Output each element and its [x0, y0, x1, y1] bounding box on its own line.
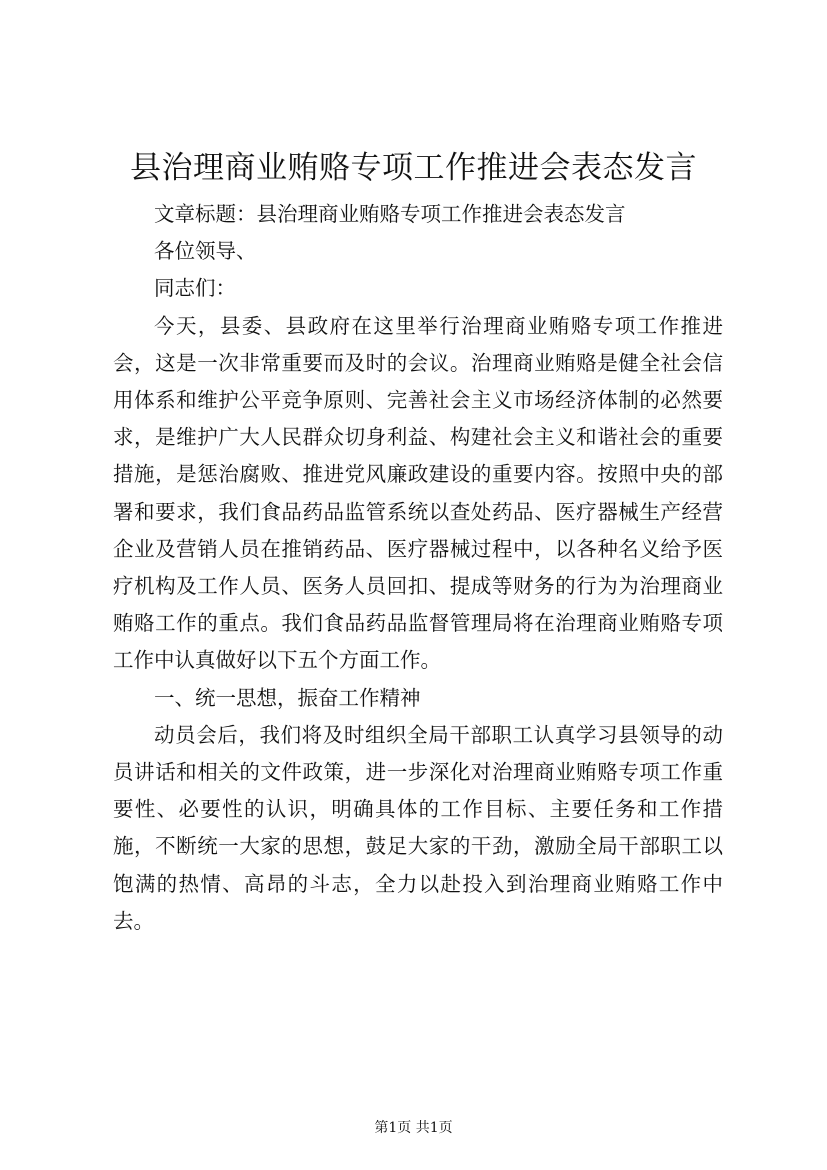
- paragraph-intro: 今天，县委、县政府在这里举行治理商业贿赂专项工作推进会，这是一次非常重要而及时的会议。治理商业贿赂是健全社会信用体系和维护公平竞争原则、完善社会主义市场经济体制的必然要求，是维护广大人民群众切身利益、构建社会主义和谐社会的重要措施，是惩治腐败、推进党风廉政建设的重要内容。按照中央的部署和要求，我们食品药品监管系统以查处药品、医疗器械生产经营企业及营销人员在推销药品、医疗器械过程中，以各种名义给予医疗机构及工作人员、医务人员回扣、提成等财务的行为为治理商业贿赂工作的重点。我们食品药品监督管理局将在治理商业贿赂专项工作中认真做好以下五个方面工作。: [113, 313, 723, 673]
- document-title: 县治理商业贿赂专项工作推进会表态发言: [130, 150, 697, 186]
- section-heading-1: 一、统一思想，振奋工作精神: [154, 685, 421, 710]
- document-body: [113, 196, 723, 940]
- article-title-line: 文章标题：县治理商业贿赂专项工作推进会表态发言: [154, 202, 626, 226]
- salutation-comrades: 同志们：: [154, 276, 236, 301]
- page-footer: 第1页 共1页: [374, 1120, 453, 1136]
- paragraph-section-1: 动员会后，我们将及时组织全局干部职工认真学习县领导的动员讲话和相关的文件政策，进一步深化对治理商业贿赂专项工作重要性、必要性的认识，明确具体的工作目标、主要任务和工作措施，不断统一大家的思想，鼓足大家的干劲，激励全局干部职工以饱满的热情、高昂的斗志，全力以赴投入到治理商业贿赂工作中去。: [113, 722, 723, 933]
- salutation-leaders: 各位领导、: [154, 239, 257, 264]
